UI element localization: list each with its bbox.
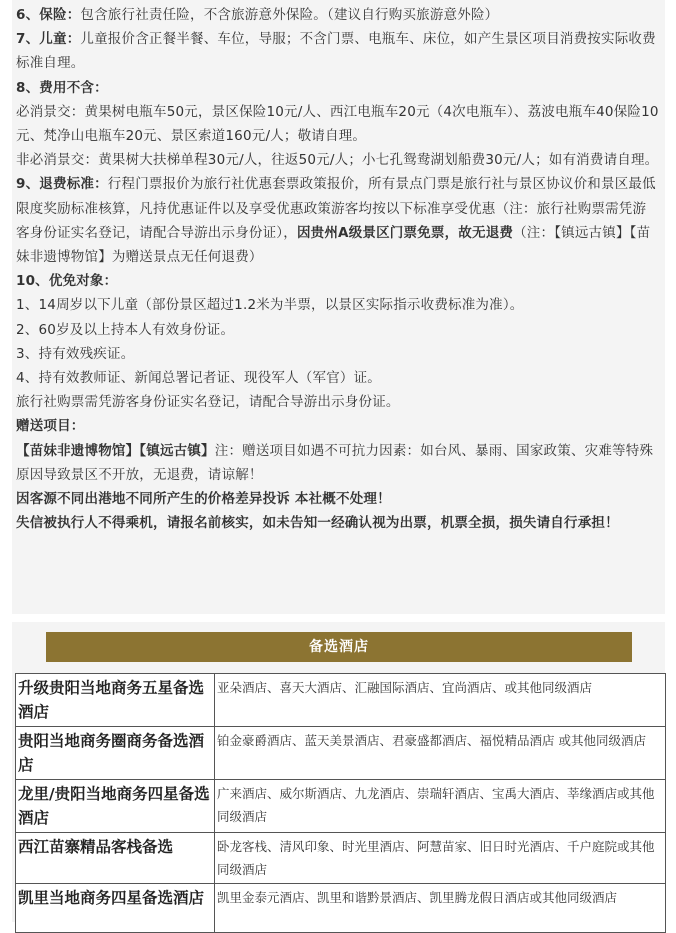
optional-fees: 非必消景交：黄果树大扶梯单程30元/人，往返50元/人；小七孔鸳鸯湖划船费30元/人；如有消费请自理。 xyxy=(16,152,659,169)
price-complaint-warning xyxy=(16,487,659,511)
excluded-heading xyxy=(16,76,659,100)
table-row xyxy=(16,780,666,833)
gifts-heading xyxy=(16,414,659,438)
table-row xyxy=(16,884,666,933)
hotel-names: 广来酒店、威尔斯酒店、九龙酒店、崇瑞轩酒店、宝禹大酒店、莘缘酒店或其他同级酒店 xyxy=(215,780,666,833)
hotel-names: 铂金豪爵酒店、蓝天美景酒店、君豪盛都酒店、福悦精品酒店 或其他同级酒店 xyxy=(215,727,666,780)
mandatory-fees: 必消景交：黄果树电瓶车50元，景区保险10元/人、西江电瓶车20元（4次电瓶车）、荔波电瓶车40保险10元、梵净山电瓶车20元、景区索道160元/人；敬请自理。 xyxy=(16,103,659,145)
insurance-text: 包含旅行社责任险，不含旅游意外保险。（建议自行购买旅游意外险） xyxy=(80,7,499,23)
gifts-note xyxy=(16,439,659,487)
id-note: 旅行社购票需凭游客身份证实名登记，请配合导游出示身份证。 xyxy=(16,394,400,411)
refund-note xyxy=(16,172,659,269)
hotel-category: 凯里当地商务四星备选酒店 xyxy=(16,884,215,933)
hotel-table xyxy=(15,673,666,933)
flight-warning xyxy=(16,511,659,535)
refund-text: 行程门票报价为旅行社优惠套票政策报价，所有景点门票是旅行社与景区协议价和景区最低限度奖励标准核算，凡持优惠证件以及享受优惠政策游客均按以下标准享受优惠（注：旅行社购票需凭游客身份证实名登记，请配合导游出示身份证）， xyxy=(16,176,656,241)
hotel-names: 卧龙客栈、清风印象、时光里酒店、阿慧苗家、旧日时光酒店、千户庭院或其他同级酒店 xyxy=(215,833,666,884)
hotel-category: 龙里/贵阳当地商务四星备选酒店 xyxy=(16,780,215,833)
hotel-section-title: 备选酒店 xyxy=(46,632,632,662)
table-row xyxy=(16,727,666,780)
discount-item: 1、14周岁以下儿童（部份景区超过1.2米为半票，以景区实际指示收费标准为准）。 xyxy=(16,297,524,314)
hotel-category: 升级贵阳当地商务五星备选酒店 xyxy=(16,674,215,727)
gifts-text: 注：赠送项目如遇不可抗力因素：如台风、暴雨、国家政策、灾难等特殊原因导致景区不开放，无退费，请谅解！ xyxy=(16,442,654,483)
insurance-note xyxy=(16,3,659,27)
warning-text-2: 失信被执行人不得乘机，请报名前核实，如未告知一经确认视为出票，机票全损，损失请自行承担！ xyxy=(16,515,619,532)
warning-text-1: 因客源不同出港地不同所产生的价格差异投诉 本社概不处理！ xyxy=(16,491,391,508)
discount-item: 3、持有效残疾证。 xyxy=(16,345,135,362)
discount-item: 4、持有效教师证、新闻总署记者证、现役军人（军官）证。 xyxy=(16,370,381,387)
gifts-label: 赠送项目： xyxy=(16,418,85,435)
refund-no-refund: 因贵州A级景区门票免票，故无退费 xyxy=(296,224,514,241)
gifts-items: 【苗妹非遗博物馆】【镇远古镇】 xyxy=(16,442,215,459)
hotel-names: 凯里金泰元酒店、凯里和谐黔景酒店、凯里腾龙假日酒店或其他同级酒店 xyxy=(215,884,666,933)
refund-gift-note: （注：【镇远古镇】【苗妹非遗博物馆】为赠送景点无任何退费） xyxy=(16,224,651,266)
refund-label: 9、退费标准： xyxy=(16,176,108,193)
children-label: 7、儿童： xyxy=(16,31,81,48)
discount-label: 10、优免对象： xyxy=(16,273,118,290)
hotel-section xyxy=(12,622,665,922)
children-note xyxy=(16,27,659,75)
hotel-category: 西江苗寨精品客栈备选 xyxy=(16,833,215,884)
discount-heading xyxy=(16,269,659,293)
table-row xyxy=(16,674,666,727)
hotel-names: 亚朵酒店、喜天大酒店、汇融国际酒店、宜尚酒店、或其他同级酒店 xyxy=(215,674,666,727)
table-row xyxy=(16,833,666,884)
children-text: 儿童报价含正餐半餐、车位，导服；不含门票、电瓶车、床位，如产生景区项目消费按实际收费标准自理。 xyxy=(16,31,656,72)
excluded-label: 8、费用不含： xyxy=(16,79,108,96)
insurance-label: 6、保险： xyxy=(16,7,81,23)
hotel-category: 贵阳当地商务圈商务备选酒店 xyxy=(16,727,215,780)
discount-item: 2、60岁及以上持本人有效身份证。 xyxy=(16,321,235,338)
travel-notes-panel xyxy=(12,0,665,614)
